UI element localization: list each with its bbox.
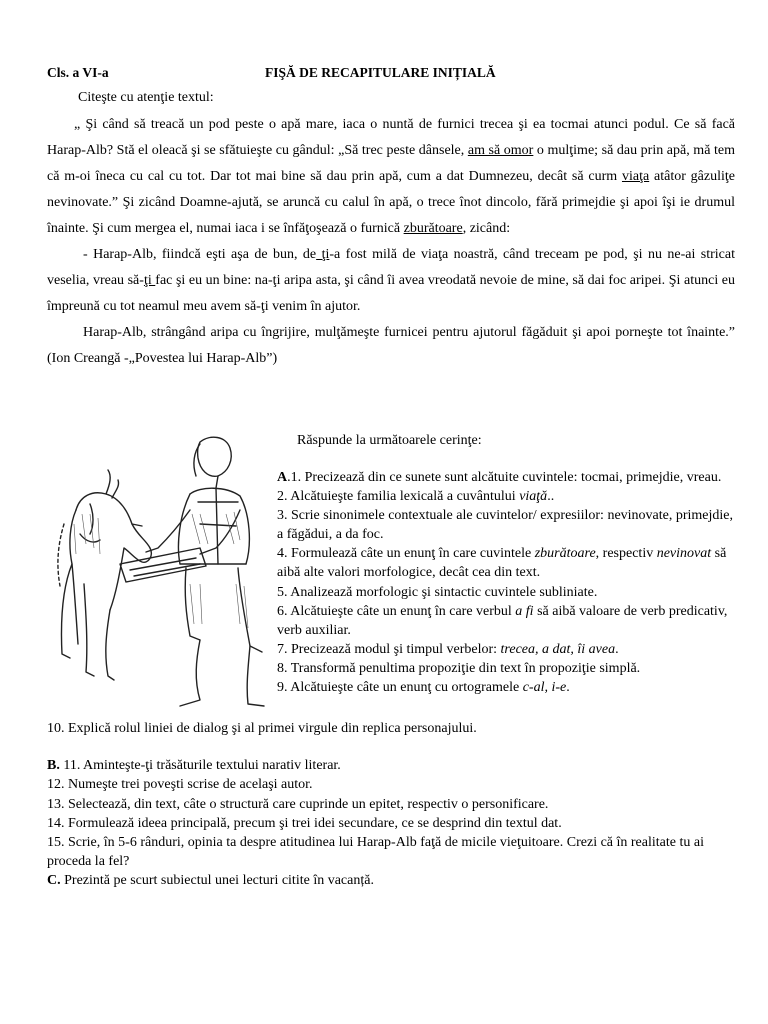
task-15: 15. Scrie, în 5-6 rânduri, opinia ta despre atitudinea lui Harap-Alb faţă de micile vieţuitoare. Crezi că în realitate tu ai proceda la fel? [47,835,704,870]
page-title: FIŞĂ DE RECAPITULARE INIȚIALĂ [265,65,496,80]
task-9: 9. Alcătuieşte câte un enunţ cu ortogramele c-al, i-e. [277,680,570,696]
story-text [47,112,735,372]
task-11: B. 11. Aminteşte-ţi trăsăturile textului narativ literar. [47,758,341,774]
section-b-letter: B. [47,758,60,774]
section-c-letter: C. [47,873,61,889]
lower-tasks [47,719,737,891]
underlined-word: ţi [316,247,330,262]
underlined-word: zburătoare [403,221,463,236]
task-5: 5. Analizează morfologic şi sintactic cuvintele subliniate. [277,584,598,600]
task-1: A.1. Precizează din ce sunete sunt alcătuite cuvintele: tocmai, primejdie, vreau. [277,470,722,485]
reading-instruction: Citeşte cu atenţie textul: [78,90,214,105]
class-label: Cls. a VI-a [47,65,109,80]
section-a-letter: A [277,470,288,485]
task-8: 8. Transformă penultima propoziţie din text în propoziţie simplă. [277,660,641,676]
story-paragraph-dialog: - Harap-Alb, fiindcă eşti aşa de bun, de ţi-a fost milă de viaţa noastră, când treceam pe pod, şi nu ne-ai stricat veselia, vreau să-ţi fac şi eu un bine: na-ţi aripa asta, şi când îi avea vreodată nevoie de mine, să dai foc aripei. Şi atunci eu împreună cu tot neamul meu avem să-ţi venim în ajutor. [47,247,736,314]
section-a-tasks [277,468,737,697]
story-paragraph-1: „ Şi când să treacă un pod peste o apă mare, iaca o nuntă de furnici trecea şi ea tocmai atunci podul. Ce să facă Harap-Alb? Stă el oleacă şi se sfătuieşte cu gândul: „Să trec peste dânsele, am să omor o mulţime; să dau prin apă, mă tem că m-oi îneca cu cal cu tot. Dar tot mai bine să dau prin apă, cum a dat Dumnezeu, decât să curm viaţa atâtor gâzuliţe nevinovate.” Şi zicând Doamne-ajută, se aruncă cu calul în apă, o trece înot dincolo, fără primejdie şi apoi îşi ie drumul înainte. Şi cum mergea el, numai iaca i se înfăţoşează o furnică zburătoare, zicând: [47,117,735,236]
task-4: 4. Formulează câte un enunţ în care cuvintele zburătoare, respectiv nevinovat să aibă alte valori morfologice, decât cea din text. [277,546,727,581]
task-2: 2. Alcătuieşte familia lexicală a cuvântului viaţă.. [277,489,555,505]
task-6: 6. Alcătuieşte câte un enunţ în care verbul a fi să aibă valoare de verb predicativ, verb auxiliar. [277,603,728,638]
task-14: 14. Formulează ideea principală, precum şi trei idei secundare, ce se desprind din textul dat. [47,815,562,831]
underlined-word: ţi [143,273,156,288]
story-paragraph-3: Harap-Alb, strângând aripa cu îngrijire, mulţămeşte furnicei pentru ajutorul făgăduit şi apoi porneşte tot înainte.” (Ion Creangă -„Povestea lui Harap-Alb”) [47,325,735,366]
task-7: 7. Precizează modul şi timpul verbelor: trecea, a dat, îi avea. [277,641,619,657]
tasks-heading: Răspunde la următoarele cerinţe: [297,433,482,448]
underlined-word: am să omor [467,143,534,158]
task-16: C. Prezintă pe scurt subiectul unei lecturi citite în vacanță. [47,873,374,889]
task-13: 13. Selectează, din text, câte o structură care cuprinde un epitet, respectiv o personificare. [47,796,549,812]
task-3: 3. Scrie sinonimele contextuale ale cuvintelor/ expresiilor: nevinovate, primejdie, a făgădui, a da foc. [277,508,734,543]
harap-alb-illustration-icon [50,414,278,714]
task-12: 12. Numeşte trei poveşti scrise de acelaşi autor. [47,777,313,793]
underlined-word: viaţa [621,169,650,184]
task-10: 10. Explică rolul liniei de dialog şi al primei virgule din replica personajului. [47,721,477,736]
